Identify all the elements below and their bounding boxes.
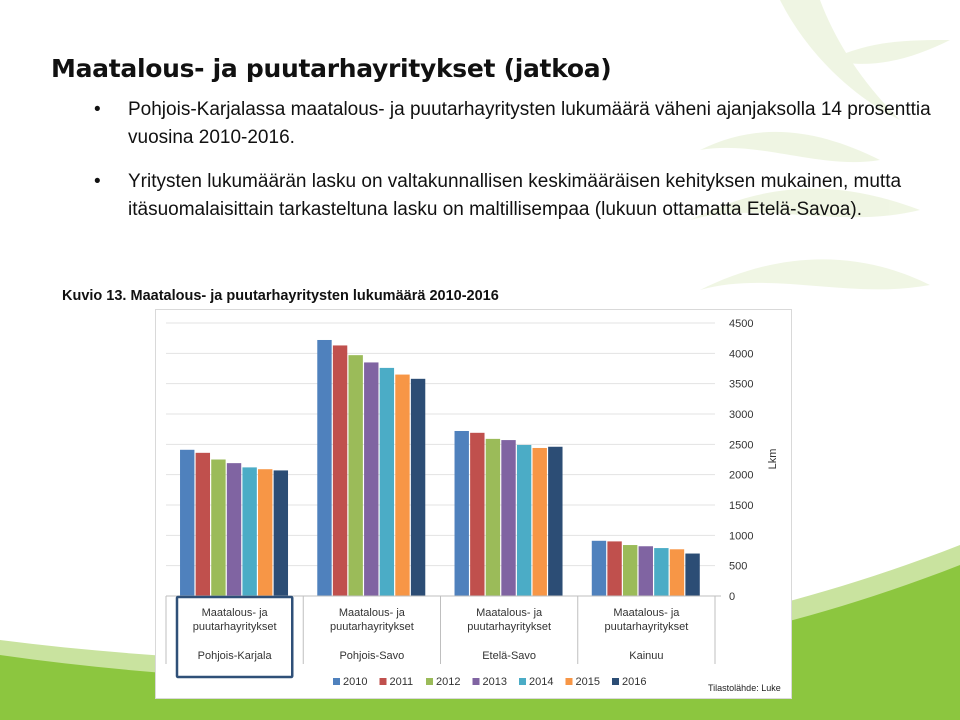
bar xyxy=(380,368,394,596)
bar-group xyxy=(317,340,425,596)
legend-swatch xyxy=(473,678,480,685)
bullet-item xyxy=(94,96,934,152)
bar xyxy=(533,448,547,596)
category-label-line2: puutarhayritykset xyxy=(192,621,277,633)
legend-swatch xyxy=(519,678,526,685)
bar xyxy=(455,431,469,596)
category-label-line2: puutarhayritykset xyxy=(467,621,552,633)
bar-group xyxy=(180,450,288,596)
legend-swatch xyxy=(566,678,573,685)
bar xyxy=(607,541,621,596)
category-label-line1: Maatalous- ja xyxy=(338,607,405,619)
bullet-list xyxy=(94,96,934,240)
bar xyxy=(180,450,194,596)
y-tick-label: 3500 xyxy=(729,378,754,391)
bar xyxy=(517,445,531,596)
y-tick-label: 3000 xyxy=(729,409,754,421)
y-tick-label: 4500 xyxy=(729,318,754,330)
bar xyxy=(470,433,484,596)
bar xyxy=(623,545,637,596)
bar xyxy=(364,362,378,596)
legend-swatch xyxy=(333,678,340,685)
category-label-line1: Maatalous- ja xyxy=(476,607,543,619)
bullet-glyph: • xyxy=(94,171,101,192)
bar xyxy=(685,554,699,596)
y-tick-label: 2000 xyxy=(729,469,754,482)
bullet-item xyxy=(94,168,934,224)
bar xyxy=(317,340,331,596)
bar xyxy=(242,467,256,596)
y-tick-label: 0 xyxy=(729,591,736,603)
y-tick-label: 500 xyxy=(729,560,748,573)
legend-label: 2013 xyxy=(482,676,507,688)
category-label-line1: Maatalous- ja xyxy=(201,607,268,619)
legend-label: 2012 xyxy=(436,676,461,688)
bar-group xyxy=(455,431,563,596)
bar xyxy=(196,453,210,596)
category-label-line1: Maatalous- ja xyxy=(613,607,680,619)
bar xyxy=(211,460,225,597)
source-note: Tilastolähde: Luke xyxy=(708,683,781,693)
category-label-region: Pohjois-Karjala xyxy=(197,650,272,662)
legend-swatch xyxy=(612,678,619,685)
bar-chart xyxy=(155,309,792,699)
category-label-line2: puutarhayritykset xyxy=(329,621,414,633)
y-tick-label: 1500 xyxy=(729,500,754,512)
bar xyxy=(395,375,409,596)
slide-title: Maatalous- ja puutarhayritykset (jatkoa) xyxy=(51,54,612,83)
bar xyxy=(411,379,425,596)
bar xyxy=(274,470,288,596)
legend-label: 2016 xyxy=(622,676,647,688)
bar xyxy=(639,546,653,596)
y-tick-label: 1000 xyxy=(729,530,754,543)
legend-label: 2015 xyxy=(575,676,600,688)
category-label-region: Kainuu xyxy=(629,650,664,662)
bar xyxy=(348,355,362,596)
bullet-text: Pohjois-Karjalassa maatalous- ja puutarhayritysten lukumäärä väheni ajanjaksolla 14 prosenttia vuosina 2010-2016. xyxy=(128,99,931,148)
figure-caption: Kuvio 13. Maatalous- ja puutarhayritysten lukumäärä 2010-2016 xyxy=(62,288,499,304)
y-axis-label: Lkm xyxy=(767,448,779,470)
chart-container xyxy=(155,309,792,699)
bar xyxy=(548,447,562,596)
legend-swatch xyxy=(380,678,387,685)
legend-label: 2011 xyxy=(389,676,414,688)
category-label-region: Pohjois-Savo xyxy=(339,650,405,662)
bar xyxy=(670,549,684,596)
bar xyxy=(654,548,668,596)
bullet-glyph: • xyxy=(94,99,101,120)
legend-label: 2014 xyxy=(529,676,554,688)
bar xyxy=(486,439,500,596)
legend-label: 2010 xyxy=(343,676,368,688)
bar xyxy=(592,541,606,596)
y-tick-label: 2500 xyxy=(729,439,754,452)
bar xyxy=(333,345,347,596)
category-label-region: Etelä-Savo xyxy=(482,650,537,662)
y-tick-label: 4000 xyxy=(729,348,754,361)
bar xyxy=(227,463,241,596)
bar xyxy=(258,469,272,596)
bar xyxy=(501,440,515,596)
bullet-text: Yritysten lukumäärän lasku on valtakunnallisen keskimääräisen kehityksen mukainen, mutta itäsuomalaisittain tarkasteltuna lasku on maltillisempaa (lukuun ottamatta Etelä-Savoa). xyxy=(128,171,902,220)
category-label-line2: puutarhayritykset xyxy=(604,621,689,633)
legend-swatch xyxy=(426,678,433,685)
